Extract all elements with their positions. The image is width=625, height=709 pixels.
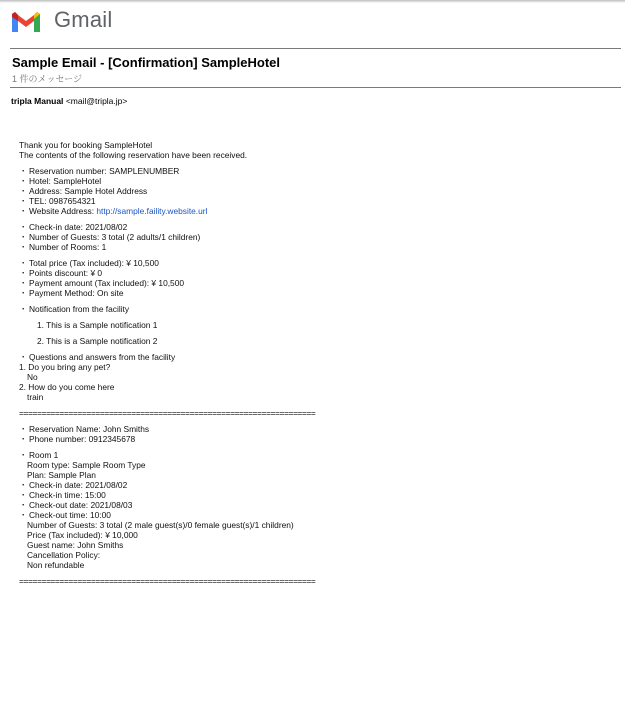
notification-title: ・ Notification from the facility <box>19 304 579 314</box>
hotel-name: ・ Hotel: SampleHotel <box>19 176 579 186</box>
website-link[interactable]: http://sample.faility.website.url <box>96 206 208 216</box>
separator-line: ================================================================== <box>19 408 316 418</box>
header-divider <box>10 48 621 49</box>
website-label: Website Address: <box>29 206 97 216</box>
hotel-address: ・ Address: Sample Hotel Address <box>19 186 579 196</box>
room-checkin-date: ・ Check-in date: 2021/08/02 <box>19 480 579 490</box>
question-1: 1. Do you bring any pet? <box>19 362 111 372</box>
room-title: ・ Room 1 <box>19 450 579 460</box>
notification-item-2: 2. This is a Sample notification 2 <box>37 336 158 346</box>
intro-line-1: Thank you for booking SampleHotel <box>19 140 153 150</box>
reservation-name: ・ Reservation Name: John Smiths <box>19 424 579 434</box>
room-checkout-time: ・ Check-out time: 10:00 <box>19 510 579 520</box>
website-line <box>19 206 579 216</box>
message-count: 1 件のメッセージ <box>12 74 82 84</box>
answer-1: No <box>27 372 38 382</box>
payment-method: ・ Payment Method: On site <box>19 288 579 298</box>
cancellation-label: Cancellation Policy: <box>27 550 101 560</box>
intro-line-2: The contents of the following reservation have been received. <box>19 150 248 160</box>
number-of-rooms: ・ Number of Rooms: 1 <box>19 242 579 252</box>
email-subject: Sample Email - [Confirmation] SampleHotel <box>12 55 280 70</box>
qa-title: ・ Questions and answers from the facility <box>19 352 579 362</box>
room-type: Room type: Sample Room Type <box>27 460 146 470</box>
question-2: 2. How do you come here <box>19 382 115 392</box>
subject-divider <box>10 87 621 88</box>
separator-line-2: ================================================================== <box>19 576 316 586</box>
notification-item-1: 1. This is a Sample notification 1 <box>37 320 158 330</box>
gmail-logo-icon <box>10 8 42 34</box>
window-top-shadow <box>0 0 625 3</box>
room-checkout-date: ・ Check-out date: 2021/08/03 <box>19 500 579 510</box>
gmail-wordmark: Gmail <box>54 7 113 32</box>
sender-name: tripla Manual <box>11 96 64 106</box>
cancellation-value: Non refundable <box>27 560 85 570</box>
sender-email: <mail@tripla.jp> <box>65 96 128 106</box>
reservation-number: ・ Reservation number: SAMPLENUMBER <box>19 166 579 176</box>
room-guests: Number of Guests: 3 total (2 male guest(s)/0 female guest(s)/1 children) <box>27 520 294 530</box>
phone-number: ・ Phone number: 0912345678 <box>19 434 579 444</box>
email-body <box>19 140 579 586</box>
hotel-tel: ・ TEL: 0987654321 <box>19 196 579 206</box>
room-checkin-time: ・ Check-in time: 15:00 <box>19 490 579 500</box>
guest-name: Guest name: John Smiths <box>27 540 124 550</box>
sender-line <box>11 96 127 106</box>
total-price: ・ Total price (Tax included): ¥ 10,500 <box>19 258 579 268</box>
payment-amount: ・ Payment amount (Tax included): ¥ 10,500 <box>19 278 579 288</box>
room-plan: Plan: Sample Plan <box>27 470 96 480</box>
answer-2: train <box>27 392 44 402</box>
checkin-date: ・ Check-in date: 2021/08/02 <box>19 222 579 232</box>
room-price: Price (Tax included): ¥ 10,000 <box>27 530 138 540</box>
number-of-guests: ・ Number of Guests: 3 total (2 adults/1 children) <box>19 232 579 242</box>
points-discount: ・ Points discount: ¥ 0 <box>19 268 579 278</box>
